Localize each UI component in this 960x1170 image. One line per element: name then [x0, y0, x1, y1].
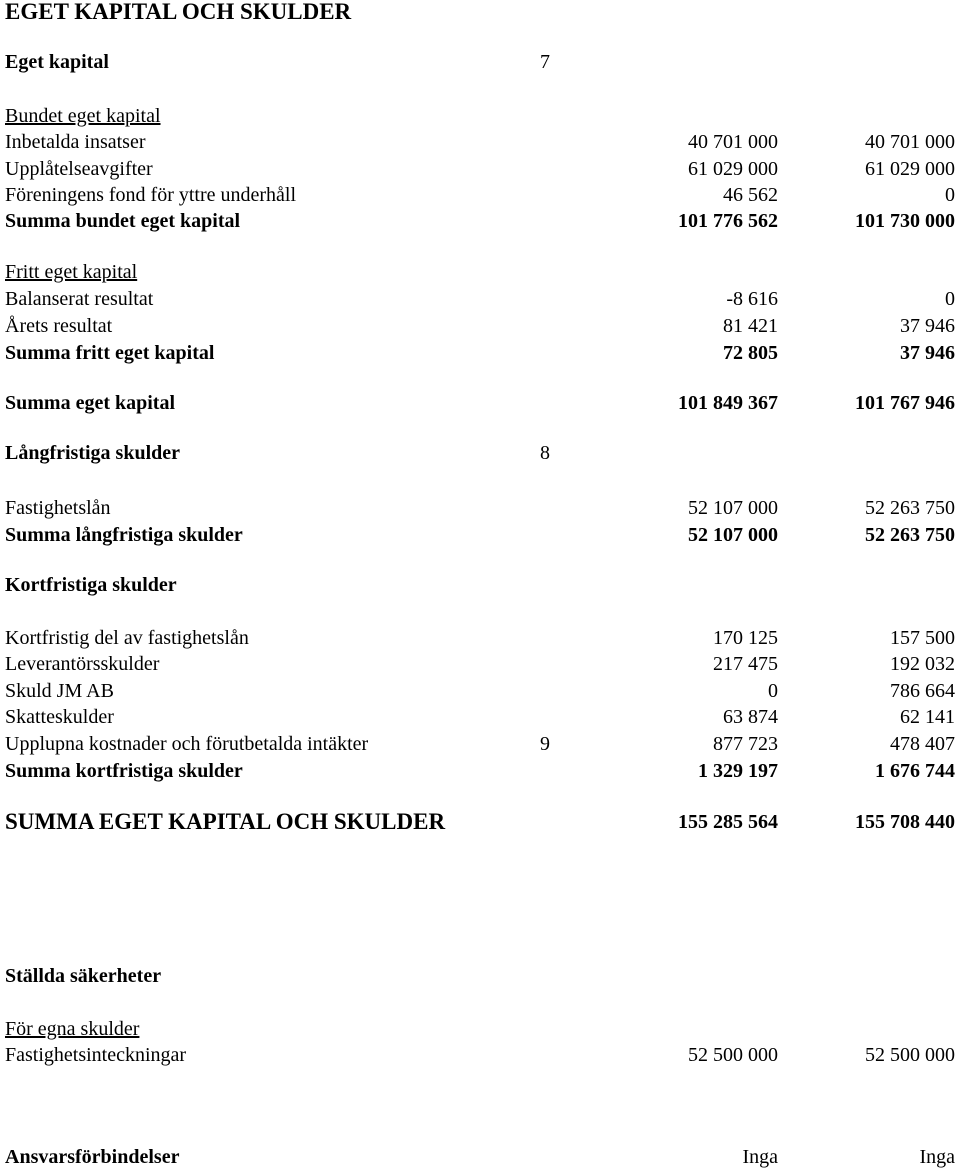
row-label: Balanserat resultat — [5, 288, 154, 310]
subsection-heading-egna-skulder — [0, 1016, 960, 1042]
sum-current-year: 101 776 562 — [678, 210, 778, 232]
grand-total-row — [0, 809, 960, 835]
value-current-year: 0 — [768, 680, 778, 702]
value-current-year: 63 874 — [723, 706, 778, 728]
value-previous-year: 192 032 — [890, 653, 955, 675]
subsection-heading-bundet — [0, 103, 960, 129]
page-title-row — [0, 0, 960, 25]
sum-label: Summa bundet eget kapital — [5, 210, 241, 232]
value-current-year: 61 029 000 — [688, 158, 778, 180]
table-row — [0, 156, 960, 182]
value-current-year: 52 500 000 — [688, 1044, 778, 1066]
sum-label: Summa kortfristiga skulder — [5, 760, 243, 782]
value-previous-year: 61 029 000 — [865, 158, 955, 180]
row-label: Årets resultat — [5, 315, 113, 337]
value-previous-year: 0 — [945, 288, 955, 310]
sum-previous-year: 52 263 750 — [865, 524, 955, 546]
section-heading-langfristiga — [0, 440, 960, 466]
total-row-eget-kapital — [0, 390, 960, 416]
value-current-year: 52 107 000 — [688, 497, 778, 519]
section-heading-stallda — [0, 963, 960, 989]
subsection-heading: Fritt eget kapital — [5, 261, 138, 283]
grand-total-current-year: 155 285 564 — [678, 811, 778, 833]
grand-total-label: SUMMA EGET KAPITAL OCH SKULDER — [5, 809, 446, 834]
value-previous-year: 157 500 — [890, 627, 955, 649]
total-previous-year: 101 767 946 — [855, 392, 955, 414]
table-row — [0, 182, 960, 208]
value-previous-year: 40 701 000 — [865, 131, 955, 153]
sum-row — [0, 208, 960, 234]
sum-current-year: 1 329 197 — [698, 760, 778, 782]
table-row — [0, 129, 960, 155]
value-current-year: 877 723 — [713, 733, 778, 755]
value-previous-year: 52 500 000 — [865, 1044, 955, 1066]
note-number: 9 — [540, 733, 550, 755]
table-row — [0, 313, 960, 339]
grand-total-previous-year: 155 708 440 — [855, 811, 955, 833]
sum-current-year: 72 805 — [723, 342, 778, 364]
row-label: Skuld JM AB — [5, 680, 114, 702]
table-row — [0, 1042, 960, 1068]
sum-row — [0, 522, 960, 548]
table-row — [0, 678, 960, 704]
value-current-year: 170 125 — [713, 627, 778, 649]
sum-row — [0, 758, 960, 784]
row-label: Upplåtelseavgifter — [5, 158, 153, 180]
subsection-heading: Bundet eget kapital — [5, 105, 161, 127]
section-heading: Ställda säkerheter — [5, 965, 162, 987]
value-previous-year: Inga — [919, 1146, 955, 1168]
value-current-year: Inga — [742, 1146, 778, 1168]
page-title: EGET KAPITAL OCH SKULDER — [5, 0, 352, 24]
value-previous-year: 0 — [945, 184, 955, 206]
subsection-heading-fritt — [0, 259, 960, 285]
sum-previous-year: 37 946 — [900, 342, 955, 364]
value-current-year: -8 616 — [726, 288, 778, 310]
value-current-year: 217 475 — [713, 653, 778, 675]
section-heading: Långfristiga skulder — [5, 442, 181, 464]
sum-row — [0, 340, 960, 366]
note-number: 7 — [540, 51, 550, 73]
row-label: Leverantörsskulder — [5, 653, 160, 675]
row-label: Föreningens fond för yttre underhåll — [5, 184, 297, 206]
row-label: Inbetalda insatser — [5, 131, 146, 153]
row-label: Ansvarsförbindelser — [5, 1146, 180, 1168]
table-row — [0, 731, 960, 757]
section-heading: Kortfristiga skulder — [5, 574, 177, 596]
sum-label: Summa fritt eget kapital — [5, 342, 215, 364]
sum-label: Summa långfristiga skulder — [5, 524, 243, 546]
row-label: Upplupna kostnader och förutbetalda intäkter — [5, 733, 369, 755]
value-previous-year: 62 141 — [900, 706, 955, 728]
value-current-year: 40 701 000 — [688, 131, 778, 153]
ansvar-row — [0, 1144, 960, 1170]
section-heading-kortfristiga — [0, 572, 960, 598]
value-previous-year: 52 263 750 — [865, 497, 955, 519]
section-heading: Eget kapital — [5, 51, 109, 73]
note-number: 8 — [540, 442, 550, 464]
value-current-year: 81 421 — [723, 315, 778, 337]
total-current-year: 101 849 367 — [678, 392, 778, 414]
sum-previous-year: 1 676 744 — [875, 760, 955, 782]
row-label: Fastighetsinteckningar — [5, 1044, 187, 1066]
section-heading-eget-kapital — [0, 49, 960, 75]
subsection-heading: För egna skulder — [5, 1018, 140, 1040]
row-label: Skatteskulder — [5, 706, 114, 728]
total-label: Summa eget kapital — [5, 392, 175, 414]
sum-current-year: 52 107 000 — [688, 524, 778, 546]
table-row — [0, 286, 960, 312]
sum-previous-year: 101 730 000 — [855, 210, 955, 232]
table-row — [0, 625, 960, 651]
row-label: Fastighetslån — [5, 497, 111, 519]
value-previous-year: 786 664 — [890, 680, 955, 702]
table-row — [0, 495, 960, 521]
value-current-year: 46 562 — [723, 184, 778, 206]
table-row — [0, 704, 960, 730]
value-previous-year: 478 407 — [890, 733, 955, 755]
row-label: Kortfristig del av fastighetslån — [5, 627, 249, 649]
table-row — [0, 651, 960, 677]
value-previous-year: 37 946 — [900, 315, 955, 337]
